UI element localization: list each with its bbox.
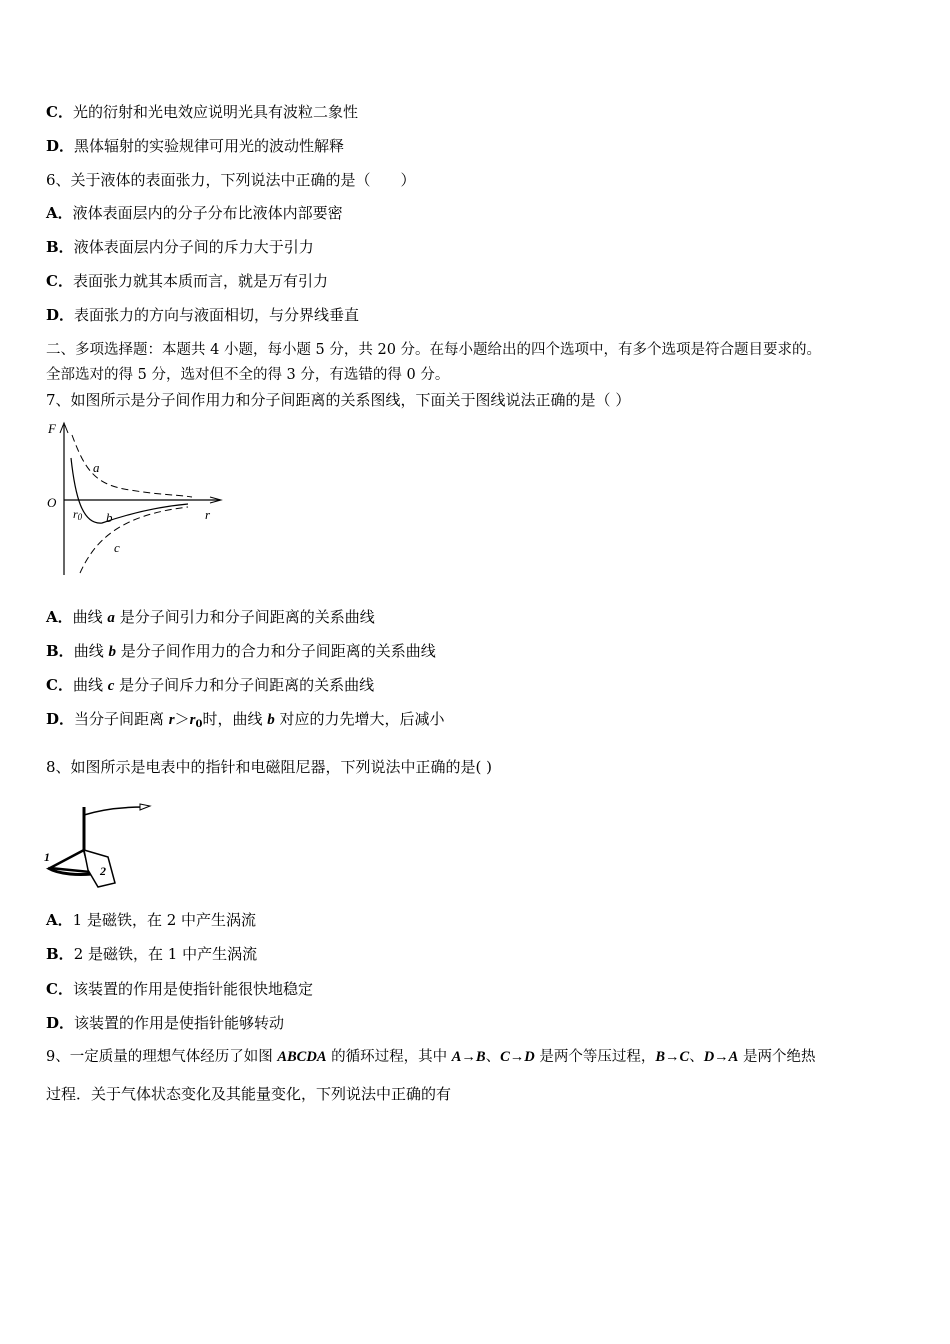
option-text: 液体表面层内分子间的斥力大于引力: [73, 238, 314, 256]
q6-option-d: [46, 305, 359, 325]
option-letter: C．: [46, 272, 73, 290]
label-f: F: [48, 421, 56, 436]
curve-b: [71, 458, 188, 523]
option-letter: A．: [46, 204, 73, 222]
section2-heading-line2: 全部选对的得 5 分，选对但不全的得 3 分，有选错的得 0 分。: [46, 367, 450, 383]
option-letter: C．: [46, 103, 73, 121]
pointer-damper-figure: [40, 795, 170, 890]
q8-option-d: D．该装置的作用是使指针能够转动: [46, 1014, 285, 1032]
pointer-tip: [140, 804, 150, 810]
q7-stem: 7、如图所示是分子间作用力和分子间距离的关系图线，下面关于图线说法正确的是（ ）: [46, 391, 631, 409]
q6-option-c: [46, 271, 328, 291]
force-distance-graph: [40, 415, 240, 585]
q9-stem-line2: 过程．关于气体状态变化及其能量变化，下列说法中正确的有: [46, 1085, 452, 1103]
label-1: 1: [44, 850, 50, 864]
label-r: r: [205, 507, 211, 522]
option-text: 黑体辐射的实验规律可用光的波动性解释: [74, 137, 345, 155]
option-letter: B．: [46, 238, 74, 256]
q8-option-a: A．1 是磁铁，在 2 中产生涡流: [46, 911, 257, 929]
pointer-needle: [84, 807, 144, 815]
label-r0: r0: [73, 507, 83, 522]
q7-option-a: A．曲线 a 是分子间引力和分子间距离的关系曲线: [46, 608, 375, 626]
q9-stem-line1: 9、一定质量的理想气体经历了如图 ABCDA 的循环过程，其中 A→B、C→D 是两个等压过程，B→C、D→A 是两个绝热: [46, 1049, 816, 1065]
option-letter: D．: [46, 137, 75, 155]
q6-stem: 6、关于液体的表面张力，下列说法中正确的是（ ）: [46, 171, 416, 189]
q8-option-b: B．2 是磁铁，在 1 中产生涡流: [46, 945, 258, 963]
q8-stem: 8、如图所示是电表中的指针和电磁阻尼器，下列说法中正确的是( ): [46, 758, 493, 776]
q6-option-a: [46, 203, 343, 223]
option-text: 光的衍射和光电效应说明光具有波粒二象性: [72, 103, 358, 121]
option-text: 液体表面层内的分子分布比液体内部要密: [72, 204, 343, 222]
q8-option-c: C．该装置的作用是使指针能很快地稳定: [46, 980, 313, 998]
label-b: b: [106, 510, 113, 525]
q5-option-d: [46, 136, 344, 156]
q5-option-c: [46, 102, 358, 122]
label-origin: O: [47, 495, 57, 510]
q7-option-c: C．曲线 c 是分子间斥力和分子间距离的关系曲线: [46, 676, 375, 694]
q7-option-b: B．曲线 b 是分子间作用力的合力和分子间距离的关系曲线: [46, 642, 436, 660]
curve-a: [72, 435, 192, 497]
section2-heading-line1: 二、多项选择题：本题共 4 小题，每小题 5 分，共 20 分。在每小题给出的四个选项中，有多个选项是符合题目要求的。: [46, 342, 822, 358]
q6-option-b: [46, 237, 314, 257]
q7-option-d: D．当分子间距离 $r>r_0$时，曲线 b 对应的力先增大，后减小: [46, 710, 445, 730]
option-letter: D．: [46, 306, 75, 324]
label-c: c: [114, 540, 120, 555]
option-text: 表面张力就其本质而言，就是万有引力: [72, 272, 328, 290]
label-2: 2: [100, 864, 106, 878]
option-text: 表面张力的方向与液面相切，与分界线垂直: [74, 306, 360, 324]
curve-c: [80, 507, 188, 573]
label-a: a: [93, 460, 100, 475]
